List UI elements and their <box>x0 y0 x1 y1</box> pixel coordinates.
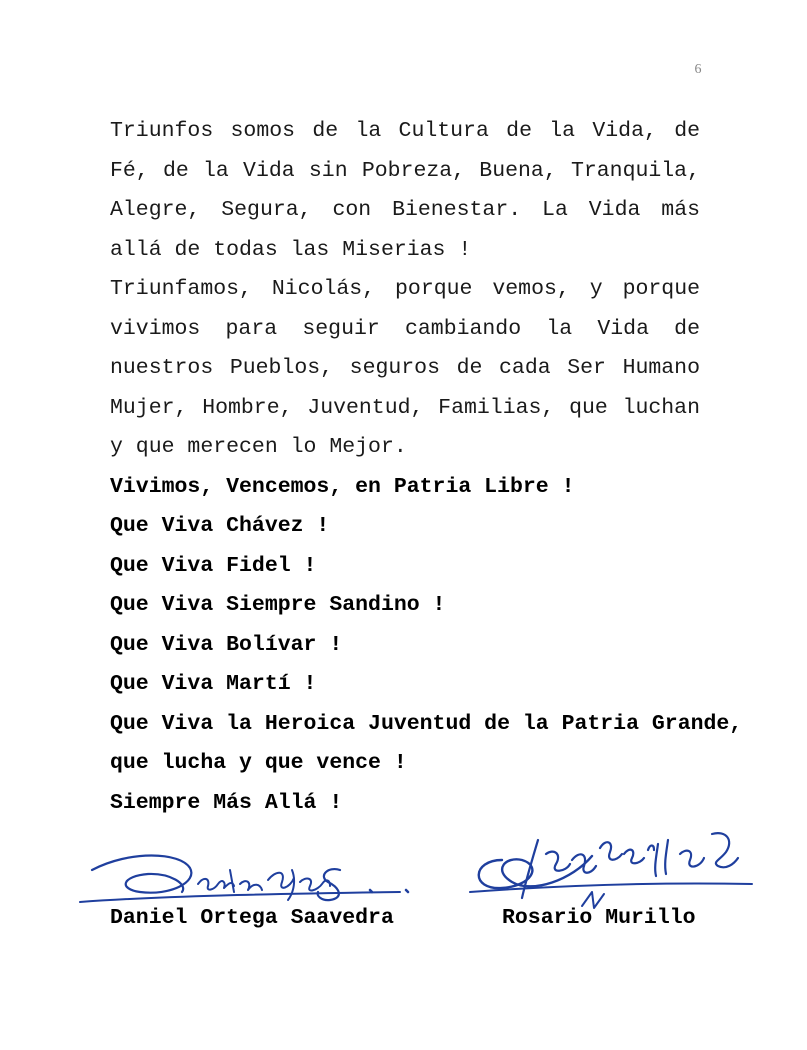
closing-exclamations <box>110 468 743 824</box>
exclamation-line: Que Viva Martí ! <box>110 672 317 696</box>
exclamation-line: Que Viva Bolívar ! <box>110 632 343 657</box>
exclamation-line: Que Viva la Heroica Juventud de la Patria Grande, <box>110 711 743 736</box>
paragraph-2: Triunfamos, Nicolás, porque vemos, y porque vivimos para seguir cambiando la Vida de nuestros Pueblos, seguros de cada Ser Humano Mujer, Hombre, Juventud, Familias, que luchan y que merecen lo Mejor. <box>110 277 700 459</box>
exclamation-line: que lucha y que vence ! <box>110 751 407 775</box>
exclamation-line: Vivimos, Vencemos, en Patria Libre ! <box>110 474 575 499</box>
letter-body <box>110 112 743 823</box>
paragraph-1: Triunfos somos de la Cultura de la Vida, de Fé, de la Vida sin Pobreza, Buena, Tranquila, Alegre, Segura, con Bienestar. La Vida más allá de todas las Miserias ! <box>110 119 700 262</box>
exclamation-line: Siempre Más Allá ! <box>110 790 343 815</box>
page-number: 6 <box>694 62 702 77</box>
signatory-name: Daniel Ortega Saavedra <box>110 906 394 930</box>
exclamation-line: Que Viva Siempre Sandino ! <box>110 593 446 617</box>
signatory-name: Rosario Murillo <box>502 906 696 930</box>
exclamation-line: Que Viva Fidel ! <box>110 553 317 578</box>
exclamation-line: Que Viva Chávez ! <box>110 514 330 538</box>
